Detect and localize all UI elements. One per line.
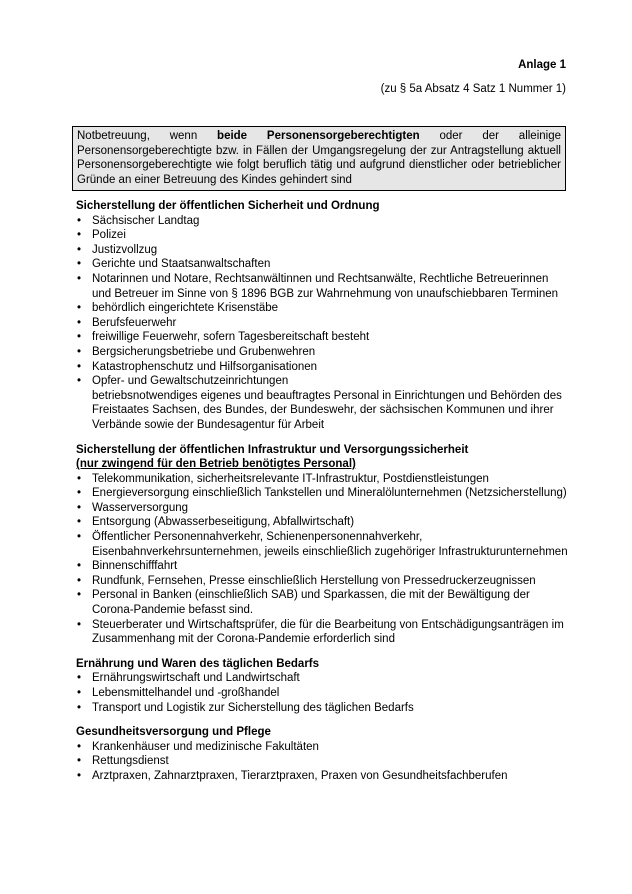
list-item-text: Rundfunk, Fernsehen, Presse einschließlich Herstellung von Pressedruckerzeugnissen (92, 574, 536, 587)
list-item (76, 515, 568, 530)
list-item (76, 559, 568, 574)
bullet-icon: • (77, 302, 82, 315)
box-text-end: oder der alleinige Personensorgeberechtigte bzw. in Fällen der Umgangsregelung der zur Antragstellung aktuell Personensorgeberechtigte wie folgt beruflich tätig und aufgrund dienstlicher oder betrieblicher Gründe an einer Betreuung des Kindes gehindert sind (77, 130, 561, 186)
bullet-icon: • (77, 755, 82, 768)
bullet-icon: • (77, 501, 82, 514)
section-heading: Gesundheitsversorgung und Pflege (76, 726, 271, 739)
item-list (76, 671, 568, 715)
section-public-safety (76, 199, 568, 433)
list-item (76, 754, 568, 769)
section-infrastructure (76, 443, 568, 647)
list-item-text: Arztpraxen, Zahnarztpraxen, Tierarztpraxen, Praxen von Gesundheitsfachberufen (92, 769, 508, 782)
list-item-text: Telekommunikation, sicherheitsrelevante IT-Infrastruktur, Postdienstleistungen (92, 472, 489, 485)
list-item-text: Polizei (92, 229, 126, 242)
list-item (76, 588, 568, 617)
section-heading: Sicherstellung der öffentlichen Infrastruktur und Versorgungssicherheit (76, 443, 469, 456)
list-item-text: behördlich eingerichtete Krisenstäbe (92, 302, 279, 315)
list-item (76, 574, 568, 589)
bullet-icon: • (77, 229, 82, 242)
box-text-bold: beide Personensorgeberechtigten (217, 130, 420, 142)
list-item (76, 769, 568, 784)
list-item-text: Binnenschifffahrt (92, 560, 178, 573)
section-subheading: (nur zwingend für den Betrieb benötigtes Personal) (76, 458, 356, 471)
list-item (76, 374, 568, 389)
item-list (76, 740, 568, 784)
bullet-icon: • (77, 672, 82, 685)
list-item-text: Opfer- und Gewaltschutzeinrichtungen (92, 375, 289, 388)
bullet-icon: • (77, 560, 82, 573)
bullet-icon: • (77, 687, 82, 699)
bullet-icon: • (77, 740, 82, 753)
list-item-text: Berufsfeuerwehr (92, 316, 177, 329)
list-item (76, 257, 568, 272)
bullet-icon: • (77, 375, 82, 388)
list-item (76, 272, 568, 301)
list-item (76, 330, 568, 345)
item-list (76, 214, 568, 433)
section-heading: Sicherstellung der öffentlichen Sicherheit und Ordnung (76, 200, 380, 212)
list-item (76, 530, 568, 559)
bullet-icon: • (77, 701, 82, 714)
list-item (76, 472, 568, 487)
list-item (76, 345, 568, 360)
list-item-text: Justizvollzug (92, 243, 158, 256)
section-health-care (76, 725, 568, 783)
list-item (76, 501, 568, 516)
bullet-icon: • (77, 472, 82, 485)
list-item (76, 228, 568, 243)
list-item-text: Wasserversorgung (92, 501, 189, 514)
list-item (76, 360, 568, 375)
list-item (76, 214, 568, 229)
bullet-icon: • (77, 214, 82, 227)
bullet-icon: • (77, 487, 82, 500)
bullet-icon: • (77, 258, 82, 271)
bullet-icon: • (77, 574, 82, 587)
list-item-text: Krankenhäuser und medizinische Fakultäten (92, 740, 319, 753)
list-item-text: Ernährungswirtschaft und Landwirtschaft (92, 672, 300, 685)
list-item (76, 301, 568, 316)
notbetreuung-box (72, 126, 566, 191)
list-item (76, 316, 568, 331)
list-item-text: freiwillige Feuerwehr, sofern Tagesbereitschaft besteht (92, 331, 370, 344)
list-item (76, 618, 568, 647)
list-item-text: Sächsischer Landtag (92, 214, 200, 227)
list-item (76, 740, 568, 755)
list-item-text: Steuerberater und Wirtschaftsprüfer, die für die Bearbeitung von Entschädigungsanträgen im Zusammenhang mit der Corona-Pandemie erforderlich sind (92, 618, 564, 646)
bullet-icon: • (77, 316, 82, 329)
bullet-icon: • (77, 769, 82, 782)
bullet-icon: • (77, 618, 82, 631)
section-food-supply (76, 657, 568, 715)
bullet-icon: • (77, 243, 82, 256)
list-item-text: Notarinnen und Notare, Rechtsanwältinnen und Rechtsanwälte, Rechtliche Betreuerinnen und Betreuer im Sinne von § 1896 BGB zur Wahrnehmung von unaufschiebbaren Terminen (92, 272, 559, 300)
bullet-icon: • (77, 589, 82, 602)
bullet-icon: • (77, 531, 82, 544)
list-item-text: Lebensmittelhandel und -großhandel (92, 687, 280, 699)
list-item-text: Personal in Banken (einschließlich SAB) und Sparkassen, die mit der Bewältigung der Corona-Pandemie befasst sind. (92, 589, 530, 617)
list-item-text: Gerichte und Staatsanwaltschaften (92, 258, 271, 271)
box-text-start: Notbetreuung, wenn (77, 130, 218, 142)
list-item-text: Bergsicherungsbetriebe und Grubenwehren (92, 345, 316, 358)
sections-container (76, 199, 568, 794)
bullet-icon: • (77, 345, 82, 358)
item-list (76, 472, 568, 647)
list-item (76, 243, 568, 258)
list-item-text: Entsorgung (Abwasserbeseitigung, Abfallwirtschaft) (92, 516, 355, 529)
list-item-text: Transport und Logistik zur Sicherstellung des täglichen Bedarfs (92, 701, 414, 714)
bullet-icon: • (77, 272, 82, 285)
list-item-text: Energieversorgung einschließlich Tankstellen und Mineralölunternehmen (Netzsicherstellung) (92, 487, 567, 500)
legal-reference: (zu § 5a Absatz 4 Satz 1 Nummer 1) (380, 83, 566, 95)
annex-label: Anlage 1 (518, 59, 566, 71)
list-item-text: Katastrophenschutz und Hilfsorganisationen (92, 360, 318, 373)
list-item (76, 701, 568, 716)
bullet-icon: • (77, 331, 82, 344)
list-item-continuation (76, 389, 568, 433)
bullet-icon: • (77, 360, 82, 373)
section-heading: Ernährung und Waren des täglichen Bedarfs (76, 657, 320, 670)
list-item-text: betriebsnotwendiges eigenes und beauftragtes Personal in Einrichtungen und Behörden des Freistaates Sachsen, des Bundes, der Bundeswehr, der sächsischen Kommunen und ihrer Verbände sowie der Bundesagentur für Arbeit (92, 389, 562, 431)
bullet-icon: • (77, 516, 82, 529)
list-item (76, 486, 568, 501)
list-item-text: Rettungsdienst (92, 755, 169, 768)
list-item (76, 686, 568, 701)
list-item (76, 671, 568, 686)
list-item-text: Öffentlicher Personennahverkehr, Schienenpersonennahverkehr, Eisenbahnverkehrsunternehmen, jeweils einschließlich zugehöriger Infrastrukturunternehmen (92, 531, 568, 558)
